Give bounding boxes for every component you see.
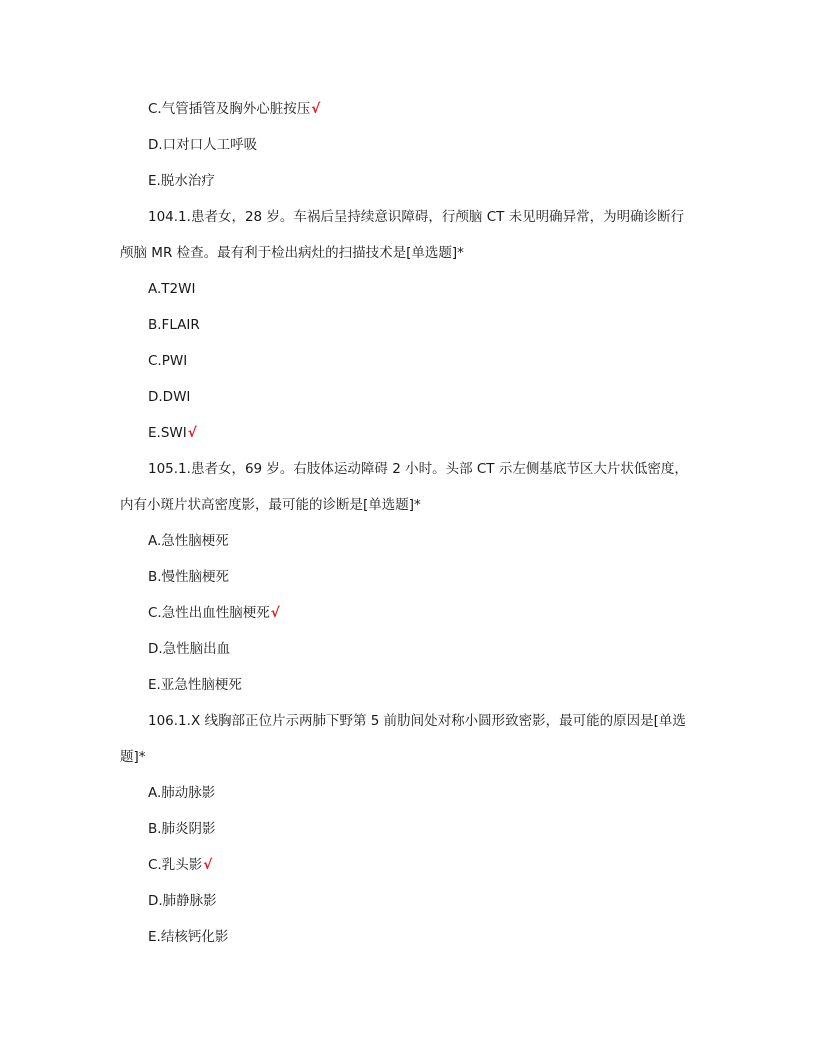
option-text: E.结核钙化影 bbox=[148, 929, 229, 945]
question-text: 106.1.X 线胸部正位片示两肺下野第 5 前肋间处对称小圆形致密影，最可能的原因是[单选 bbox=[148, 713, 686, 729]
option-line bbox=[148, 928, 228, 946]
option-line bbox=[148, 640, 230, 658]
option-text: D.口对口人工呼吸 bbox=[148, 137, 258, 153]
correct-check-mark: √ bbox=[311, 101, 321, 117]
question-line-continued bbox=[120, 748, 146, 766]
option-line bbox=[148, 568, 229, 586]
option-text: E.SWI bbox=[148, 425, 187, 441]
option-line bbox=[148, 856, 212, 874]
option-line bbox=[148, 820, 216, 838]
option-text: C.PWI bbox=[148, 353, 188, 369]
option-line bbox=[148, 280, 195, 298]
option-line bbox=[148, 316, 200, 334]
option-text: A.T2WI bbox=[148, 281, 196, 297]
correct-check-mark: √ bbox=[270, 605, 280, 621]
question-line bbox=[148, 208, 684, 226]
option-line bbox=[148, 352, 187, 370]
correct-check-mark: √ bbox=[187, 425, 197, 441]
option-text: C.乳头影 bbox=[148, 857, 203, 873]
question-line-continued bbox=[120, 244, 464, 262]
correct-check-mark: √ bbox=[203, 857, 213, 873]
option-line bbox=[148, 136, 257, 154]
option-text: A.急性脑梗死 bbox=[148, 533, 229, 549]
question-line bbox=[148, 460, 688, 478]
option-text: C.急性出血性脑梗死 bbox=[148, 605, 270, 621]
option-text: D.急性脑出血 bbox=[148, 641, 231, 657]
option-text: C.气管插管及胸外心脏按压 bbox=[148, 101, 311, 117]
option-text: D.DWI bbox=[148, 389, 191, 405]
question-text: 105.1.患者女，69 岁。右肢体运动障碍 2 小时。头部 CT 示左侧基底节区大片状低密度， bbox=[148, 461, 688, 477]
question-line-continued bbox=[120, 496, 421, 514]
option-line bbox=[148, 892, 217, 910]
question-text: 104.1.患者女，28 岁。车祸后呈持续意识障碍，行颅脑 CT 未见明确异常，为明确诊断行 bbox=[148, 209, 685, 225]
option-line bbox=[148, 100, 320, 118]
option-line bbox=[148, 784, 215, 802]
question-text: 题]* bbox=[120, 749, 146, 765]
option-line bbox=[148, 388, 190, 406]
option-line bbox=[148, 676, 242, 694]
option-line bbox=[148, 424, 197, 442]
question-text: 内有小斑片状高密度影，最可能的诊断是[单选题]* bbox=[120, 497, 421, 513]
option-text: E.脱水治疗 bbox=[148, 173, 215, 189]
option-text: D.肺静脉影 bbox=[148, 893, 217, 909]
option-text: E.亚急性脑梗死 bbox=[148, 677, 242, 693]
option-text: B.FLAIR bbox=[148, 317, 200, 333]
question-line bbox=[148, 712, 686, 730]
option-line bbox=[148, 604, 280, 622]
option-text: A.肺动脉影 bbox=[148, 785, 216, 801]
option-line bbox=[148, 172, 215, 190]
question-text: 颅脑 MR 检查。最有利于检出病灶的扫描技术是[单选题]* bbox=[120, 245, 464, 261]
option-text: B.慢性脑梗死 bbox=[148, 569, 230, 585]
option-text: B.肺炎阴影 bbox=[148, 821, 216, 837]
option-line bbox=[148, 532, 229, 550]
